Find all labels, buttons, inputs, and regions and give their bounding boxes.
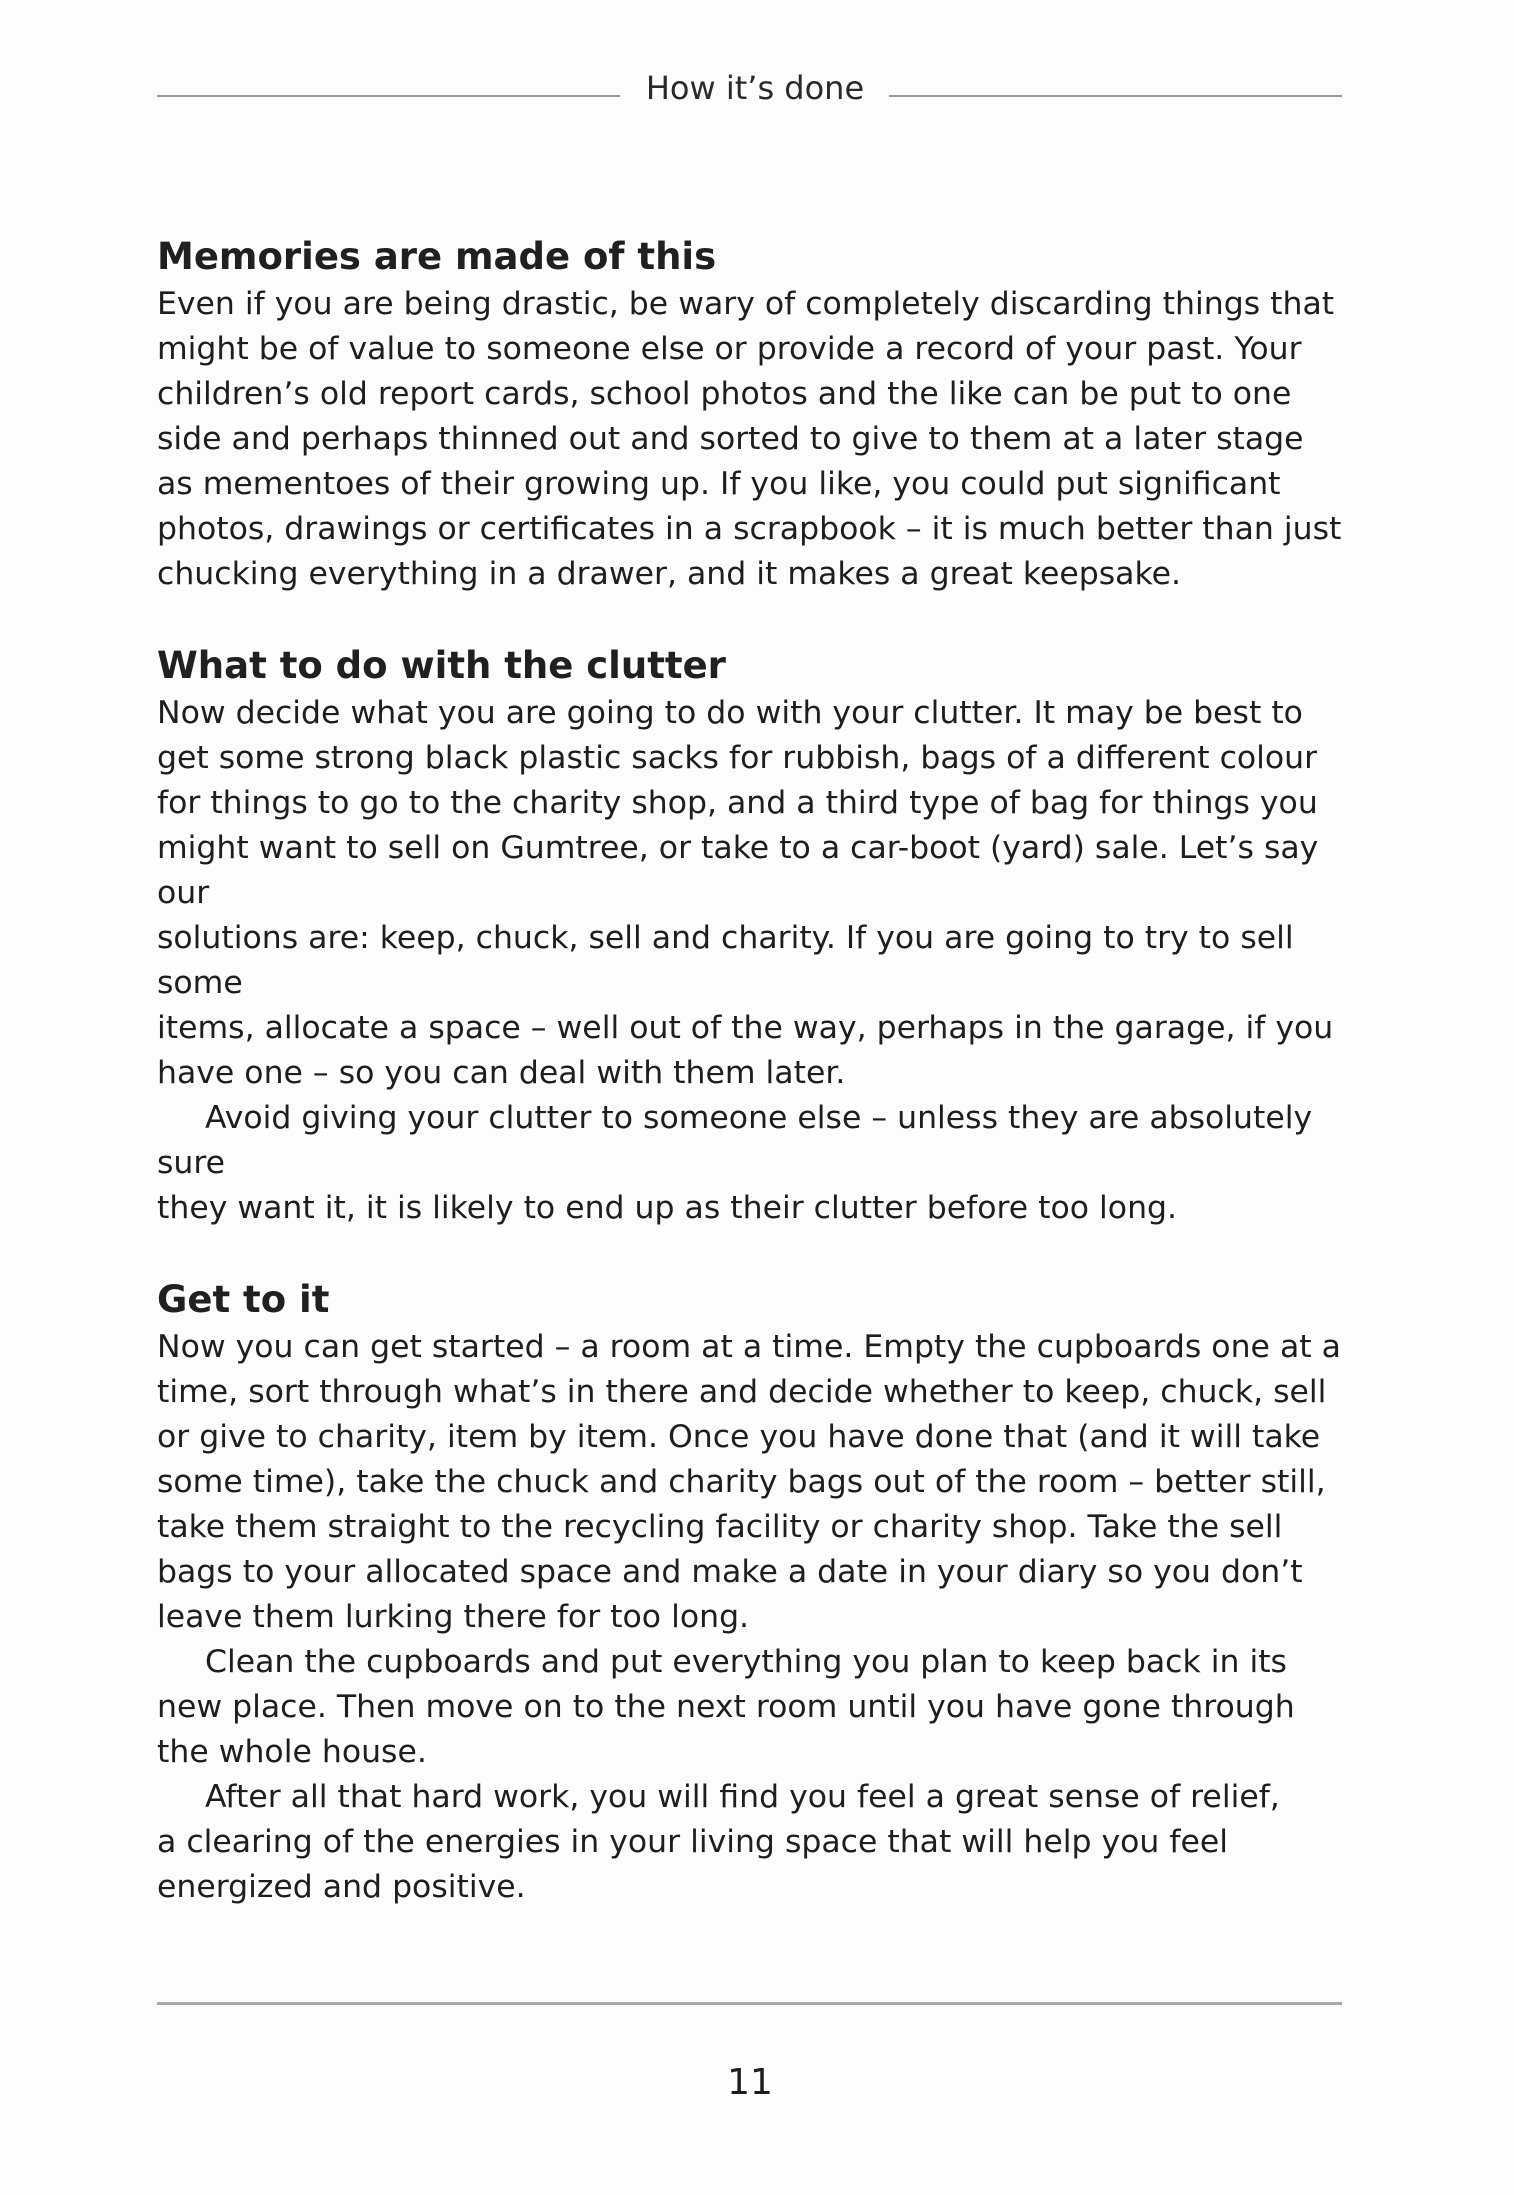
page-content: [157, 232, 1357, 1910]
running-head-rule-right: [889, 95, 1342, 97]
paragraph: Clean the cupboards and put everything you plan to keep back in its new place. Then move on to the next room until you have gone through the whole house.: [157, 1644, 1295, 1770]
section-heading: Get to it: [157, 1278, 330, 1321]
paragraph: Now you can get started – a room at a time. Empty the cupboards one at a time, sort through what’s in there and decide whether to keep, chuck, sell or give to charity, item by item. Once you have done that (and it will take some time), take the chuck and charity bags out of the room – better still, take them straight to the recycling facility or charity shop. Take the sell bags to your allocated space and make a date in your diary so you don’t leave them lurking there for too long.: [157, 1329, 1341, 1635]
page-number: 11: [727, 2062, 773, 2103]
section-heading: Memories are made of this: [157, 235, 717, 278]
paragraph: After all that hard work, you will find you feel a great sense of relief, a clearing of the energies in your living space that will help you feel energized and positive.: [157, 1779, 1280, 1905]
running-head: [157, 64, 1342, 114]
running-head-title: How it’s done: [645, 69, 865, 107]
footer-rule: [157, 2002, 1342, 2005]
paragraph: Now decide what you are going to do with your clutter. It may be best to get some strong black plastic sacks for rubbish, bags of a different colour for things to go to the charity shop, and a third type of bag for things you might want to sell on Gumtree, or take to a car-boot (yard) sale. Let’s say our solutions are: keep, chuck, sell and charity. If you are going to try to sell some items, allocate a space – well out of the way, perhaps in the garage, if you have one – so you can deal with them later.: [157, 695, 1334, 1091]
running-head-rule-left: [157, 95, 620, 97]
section-get-to-it: [157, 1275, 1357, 1910]
section-heading: What to do with the clutter: [157, 644, 726, 687]
paragraph: Avoid giving your clutter to someone else – unless they are absolutely sure they want it, it is likely to end up as their clutter before too long.: [157, 1100, 1313, 1226]
paragraph: Even if you are being drastic, be wary of completely discarding things that might be of value to someone else or provide a record of your past. Your children’s old report cards, school photos and the like can be put to one side and perhaps thinned out and sorted to give to them at a later stage as mementoes of their growing up. If you like, you could put significant photos, drawings or certificates in a scrapbook – it is much better than just chucking everything in a drawer, and it makes a great keepsake.: [157, 286, 1342, 592]
section-clutter: [157, 641, 1357, 1231]
section-memories: [157, 232, 1357, 597]
